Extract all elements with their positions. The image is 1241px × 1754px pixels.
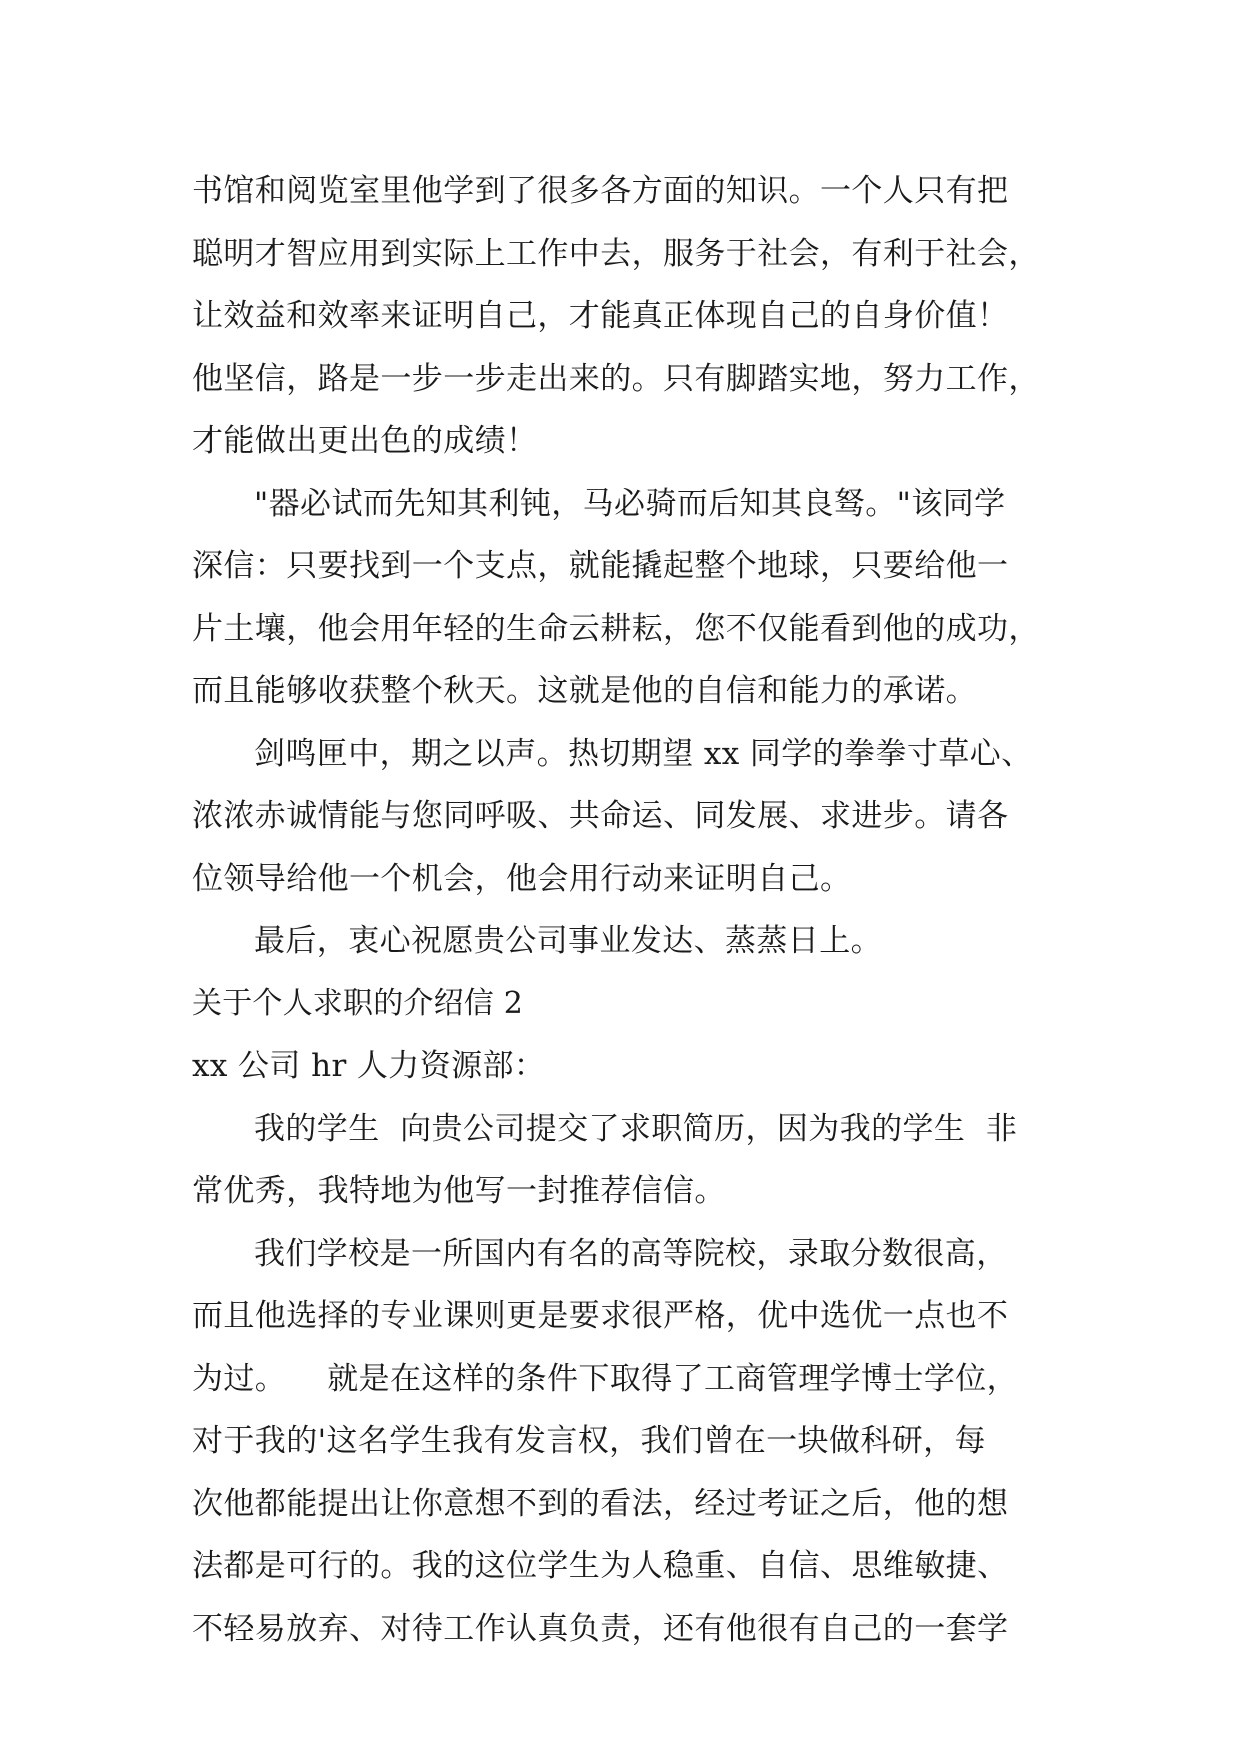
section-heading: 关于个人求职的介绍信 2 <box>192 985 524 1021</box>
body-line: 浓浓赤诚情能与您同呼吸、共命运、同发展、求进步。请各 <box>192 798 1009 834</box>
body-line: 深信：只要找到一个支点，就能撬起整个地球，只要给他一 <box>192 548 1009 584</box>
body-line: 法都是可行的。我的这位学生为人稳重、自信、思维敏捷、 <box>192 1548 1009 1584</box>
body-line: 让效益和效率来证明自己，才能真正体现自己的自身价值！ <box>192 298 1009 334</box>
body-line: 为过。 就是在这样的条件下取得了工商管理学博士学位， <box>192 1360 1019 1397</box>
body-line: 而且他选择的专业课则更是要求很严格，优中选优一点也不 <box>192 1298 1009 1334</box>
closing-line: 最后，衷心祝愿贵公司事业发达、蒸蒸日上。 <box>254 923 882 959</box>
body-line: 常优秀，我特地为他写一封推荐信信。 <box>192 1173 726 1209</box>
body-line: 不轻易放弃、对待工作认真负责，还有他很有自己的一套学 <box>192 1610 1009 1647</box>
paragraph-start-line: 剑鸣匣中，期之以声。热切期望 xx 同学的拳拳寸草心、 <box>254 735 1033 772</box>
paragraph-start-line: 我们学校是一所国内有名的高等院校，录取分数很高， <box>254 1235 1008 1272</box>
body-line: 聪明才智应用到实际上工作中去，服务于社会，有利于社会， <box>192 235 1040 272</box>
body-line: 对于我的'这名学生我有发言权，我们曾在一块做科研，每 <box>192 1423 986 1459</box>
body-line: 才能做出更出色的成绩！ <box>192 423 538 459</box>
body-line: 位领导给他一个机会，他会用行动来证明自己。 <box>192 860 852 897</box>
document-body <box>192 160 1052 1660</box>
salutation-line: xx 公司 hr 人力资源部： <box>192 1048 546 1084</box>
body-line: 而且能够收获整个秋天。这就是他的自信和能力的承诺。 <box>192 673 977 709</box>
body-line: 他坚信，路是一步一步走出来的。只有脚踏实地，努力工作， <box>192 360 1040 397</box>
paragraph-start-line: "器必试而先知其利钝，马必骑而后知其良驽。"该同学 <box>254 485 1006 522</box>
body-line: 次他都能提出让你意想不到的看法，经过考证之后，他的想 <box>192 1485 1009 1522</box>
paragraph-start-line: 我的学生 向贵公司提交了求职简历，因为我的学生 非 <box>254 1110 1018 1147</box>
body-line: 片土壤，他会用年轻的生命云耕耘，您不仅能看到他的成功， <box>192 610 1040 647</box>
body-line: 书馆和阅览室里他学到了很多各方面的知识。一个人只有把 <box>192 173 1009 209</box>
